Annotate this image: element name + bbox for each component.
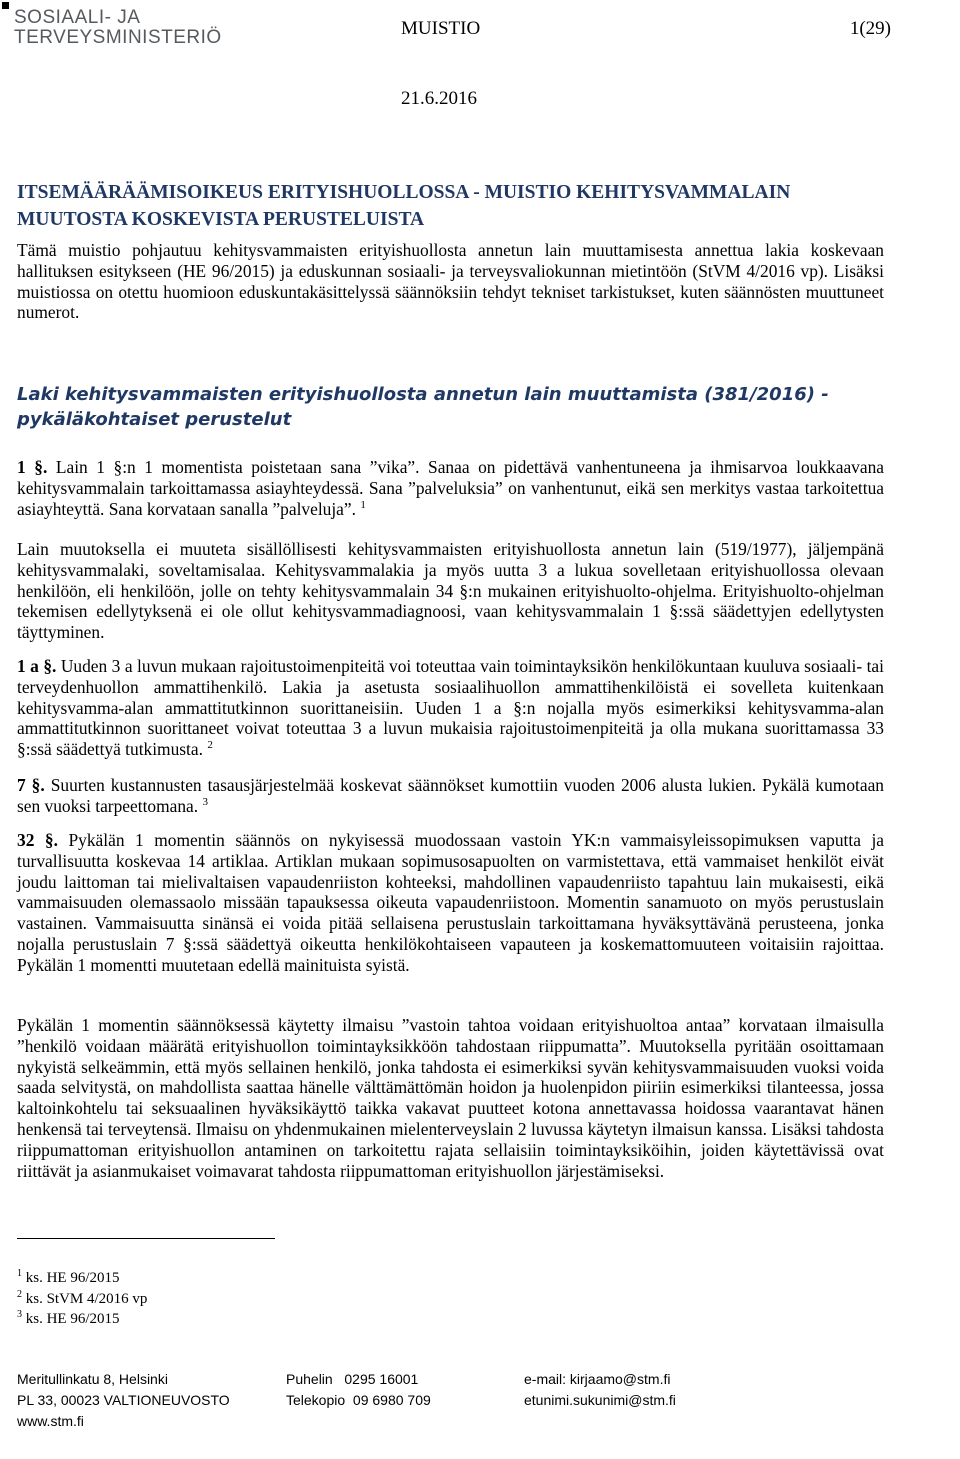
section-label: 32 §.: [17, 830, 58, 850]
section-1-paragraph-2: Lain muutoksella ei muuteta sisällöllisesti kehitysvammaisten erityishuollosta annetun lain (519/1977), jäljempänä kehitysvammalaki, soveltamisalaa. Kehitysvammalakia ja myös uutta 3 a lukua sovelletaan erityishuollossa olevaan henkilöön, eli henkilöön, jolle on tehty kehitysvammalain 34 §:n mukainen erityishuolto-ohjelma. Erityishuolto-ohjelman tekemisen edellytyksenä ei ole ollut kehitysvammadiagnoosi, vaan kehitysvammalain 1 §:ssä säädettyjen edellytysten täyttyminen.: [17, 539, 884, 643]
footnote-3: [17, 1309, 120, 1329]
footnote-text: ks. HE 96/2015: [22, 1311, 120, 1327]
section-label: 7 §.: [17, 775, 45, 795]
footer-address-line-1: Meritullinkatu 8, Helsinki: [17, 1371, 168, 1387]
document-date: 21.6.2016: [401, 88, 477, 109]
section-text: Lain 1 §:n 1 momentista poistetaan sana ”vika”. Sanaa on pidettävä vanhentuneena ja ihmisarvoa loukkaavana kehitysvammalain tarkoittamassa asiayhteydessä. Sana ”palveluksia” on vanhentunut, eikä sen merkitys vastaa tarkoitettua asiayhteyttä. Sana korvataan sanalla ”palveluja”.: [17, 457, 884, 519]
section-label: 1 §.: [17, 457, 48, 477]
footnote-text: ks. HE 96/2015: [22, 1270, 120, 1286]
section-7-paragraph: [17, 775, 884, 817]
footer-website-link[interactable]: www.stm.fi: [17, 1413, 84, 1429]
logo-line-2: TERVEYSMINISTERIÖ: [14, 27, 222, 48]
page-number: 1(29): [849, 18, 891, 39]
section-label: 1 a §.: [17, 656, 57, 676]
document-type: MUISTIO: [401, 18, 481, 39]
footnote-divider: [17, 1238, 275, 1239]
footer-fax: Telekopio 09 6980 709: [286, 1392, 431, 1408]
section-32-paragraph-2: Pykälän 1 momentin säännöksessä käytetty ilmaisu ”vastoin tahtoa voidaan erityishuoltoa antaa” korvataan ilmaisulla ”henkilö voidaan määrätä erityishuollon toimintayksikköön tahdostaan riippumatta”. Muutoksella pyritään osoittamaan nykyistä selkeämmin, että myös sellainen henkilö, jonka tahdosta ei esimerkiksi syvän kehitysvammaisuuden vuoksi voida saada selvitystä, on mahdollista saattaa hänelle välttämättömän hoidon ja huolenpidon piiriin esimerkiksi tilanteessa, jossa kaltoinkohtelu tai seksuaalinen hyväksikäyttö taikka vakavat puutteet kotona annettavassa hoidossa vaarantavat hänen henkensä tai terveytensä. Ilmaisu on yhdenmukainen mielenterveyslain 2 luvussa käytetyn ilmaisun kanssa. Lisäksi tahdosta riippumattoman erityishuollon antaminen on tarkoitettu rajata sellaisiin toimintayksiköihin, joiden käytettävissä ovat riittävät ja asianmukaiset voimavarat tahdosta riippumattoman erityishuollon järjestämiseksi.: [17, 1015, 884, 1181]
section-1-paragraph: [17, 457, 884, 519]
footer-address-line-2: PL 33, 00023 VALTIONEUVOSTO: [17, 1392, 230, 1408]
section-text: Pykälän 1 momentin säännös on nykyisessä muodossaan vastoin YK:n vammaisyleissopimuksen vaputta ja turvallisuutta koskevaa 14 artiklaa. Artiklan mukaan sopimusosapuolten on varmistettava, että vammaiset henkilöt eivät joudu laittoman tai mielivaltaisen vapaudenriiston kohteeksi, mahdollinen vapaudenriisto tapahtuu lain mukaisesti, eikä vammaisuuden olemassaolo missään tapauksessa oikeuta vapaudenriistoon. Momentin sanamuoto on myös perustuslain vastainen. Vammaisuutta sinänsä ei voida pitää sellaisena perustuslain tarkoittamana hyväksyttävänä perusteena, jonka nojalla perustuslain 7 §:ssä säädettyä oikeutta henkilökohtaiseen vapauteen ja koskemattomuuteen voitaisiin rajoittaa. Pykälän 1 momentti muutetaan edellä mainituista syistä.: [17, 830, 885, 975]
section-1a-paragraph: [17, 656, 884, 760]
footnote-number: 2: [17, 1289, 22, 1300]
footnote-ref[interactable]: 3: [202, 796, 208, 808]
footer-email-link[interactable]: e-mail: kirjaamo@stm.fi: [524, 1371, 671, 1387]
footnote-ref[interactable]: 1: [360, 498, 366, 511]
logo-line-1: SOSIAALI- JA: [14, 7, 141, 28]
footnote-number: 3: [17, 1309, 22, 1320]
section-text: Uuden 3 a luvun mukaan rajoitustoimenpiteitä voi toteuttaa vain toimintayksikön henkilökuntaan kuuluva sosiaali- tai terveydenhuollon ammattihenkilö. Lakia ja asetusta sosiaalihuollon ammattihenkilöistä ei sovelleta kuitenkaan kehitysvamma-alan ammattitutkinnon suorittaneisiin. Uuden 1 a §:n nojalla myös esimerkiksi kehitysvamma-alan ammattitutkinnon suorittaneet voivat toteuttaa 3 a luvun mukaisia rajoitustoimenpiteitä ja olla mukana suorittamassa 33 §:ssä säädettyä tutkimusta.: [17, 656, 884, 760]
section-32-paragraph: [17, 830, 884, 976]
footer-phone: Puhelin 0295 16001: [286, 1371, 419, 1387]
footnote-text: ks. StVM 4/2016 vp: [22, 1291, 148, 1307]
footnote-number: 1: [17, 1268, 22, 1279]
footnote-1: [17, 1268, 120, 1288]
footnote-ref[interactable]: 2: [207, 739, 213, 752]
ministry-logo: [14, 7, 222, 48]
section-text: Suurten kustannusten tasausjärjestelmää koskevat säännökset kumottiin vuoden 2006 alusta lukien. Pykälä kumotaan sen vuoksi tarpeettomana.: [17, 775, 884, 816]
intro-paragraph: Tämä muistio pohjautuu kehitysvammaisten erityishuollosta annetun lain muuttamisesta annettua lakia koskevaan hallituksen esitykseen (HE 96/2015) ja eduskunnan sosiaali- ja terveysvaliokunnan mietintöön (StVM 4/2016 vp). Lisäksi muistiossa on otettu huomioon eduskuntakäsittelyssä säännöksiin tehdyt tekniset tarkistukset, kuten säännösten muuttuneet numerot.: [17, 240, 884, 323]
footer-email-format: etunimi.sukunimi@stm.fi: [524, 1392, 676, 1408]
page-title: ITSEMÄÄRÄÄMISOIKEUS ERITYISHUOLLOSSA - MUISTIO KEHITYSVAMMALAIN MUUTOSTA KOSKEVISTA PERUSTELUISTA: [17, 182, 791, 230]
section-heading: Laki kehitysvammaisten erityishuollosta annetun lain muuttamista (381/2016) - pykäläkohtaiset perustelut: [17, 384, 829, 430]
corner-mark: [2, 2, 9, 9]
footnote-2: [17, 1289, 147, 1309]
